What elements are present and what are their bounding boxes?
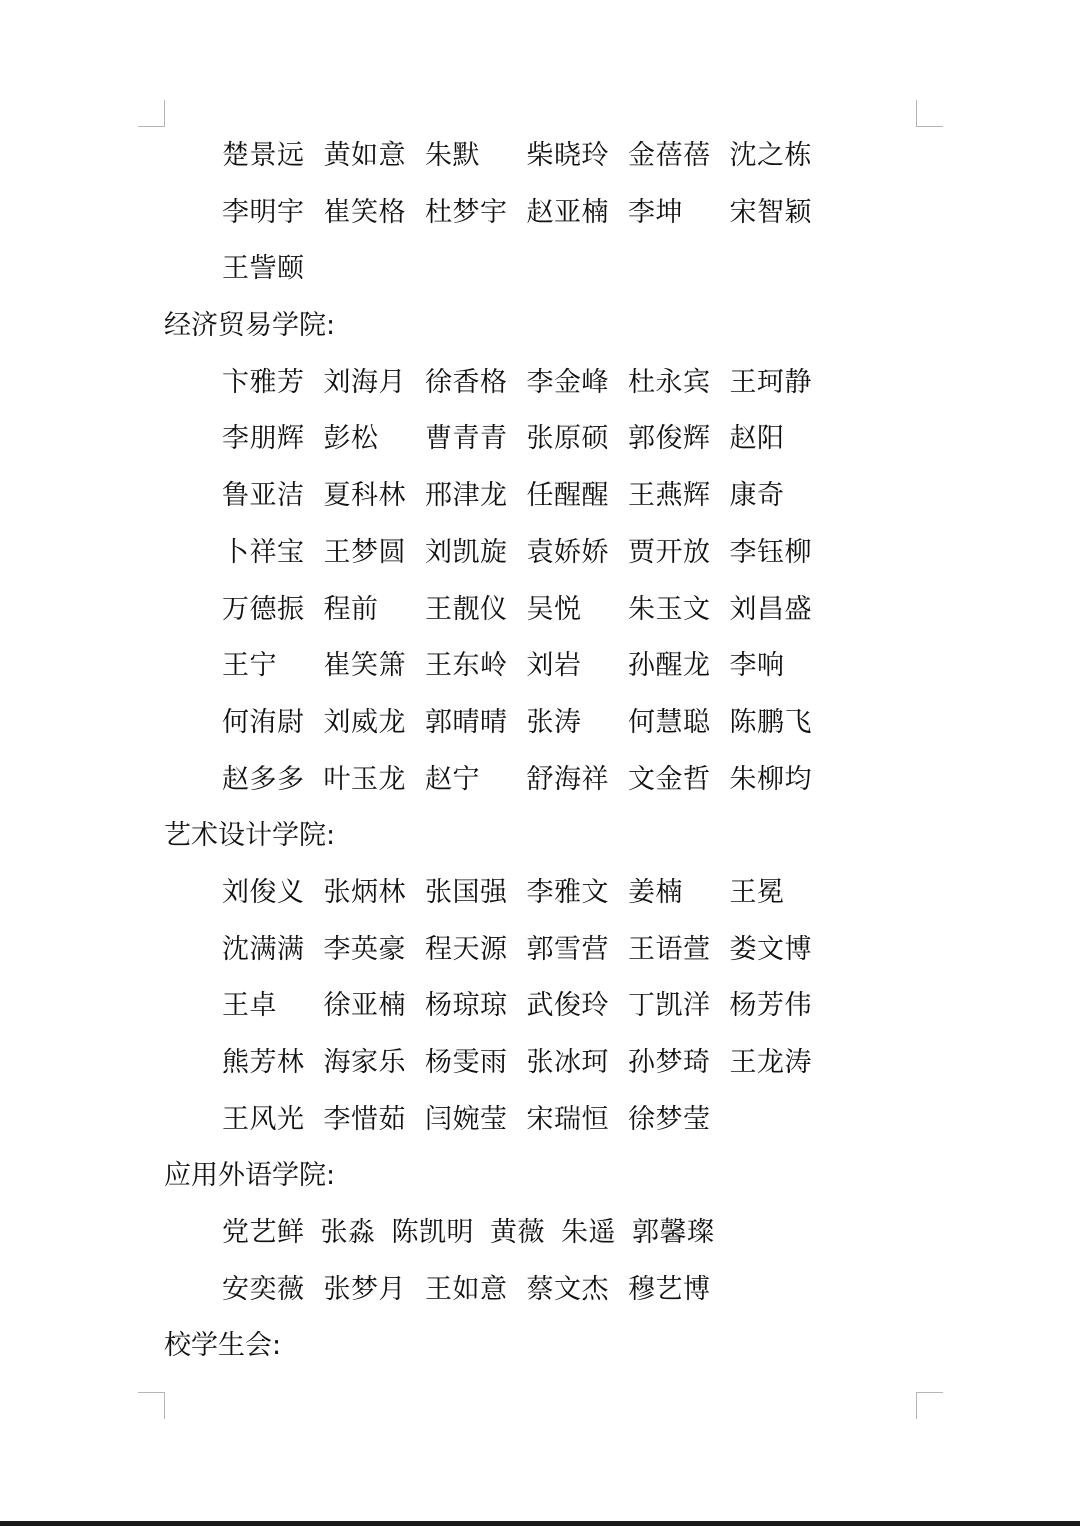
student-name: 袁娇娇 xyxy=(526,536,609,568)
name-row xyxy=(164,978,884,1035)
student-name: 贾开放 xyxy=(628,536,711,568)
name-row xyxy=(164,922,884,979)
section-heading: 校学生会: xyxy=(164,1330,282,1362)
student-name: 李明宇 xyxy=(222,196,305,228)
student-name: 崔笑箫 xyxy=(323,650,406,682)
student-name: 郭馨璨 xyxy=(632,1217,715,1249)
student-name: 陈鹏飞 xyxy=(729,706,812,738)
name-row xyxy=(164,468,884,525)
student-name: 邢津龙 xyxy=(425,480,508,512)
crop-mark-top-left xyxy=(138,100,165,127)
student-name: 文金哲 xyxy=(628,763,711,795)
student-name: 黄薇 xyxy=(490,1217,545,1249)
student-name: 李钰柳 xyxy=(729,536,812,568)
student-name: 朱遥 xyxy=(561,1217,616,1249)
student-name: 郭雪营 xyxy=(526,933,609,965)
section-heading: 应用外语学院: xyxy=(164,1160,336,1192)
student-name: 郭俊辉 xyxy=(628,423,711,455)
student-name: 卜祥宝 xyxy=(222,536,305,568)
student-name: 郭晴晴 xyxy=(425,706,508,738)
name-row xyxy=(164,411,884,468)
student-name: 朱柳均 xyxy=(729,763,812,795)
student-name: 吴悦 xyxy=(526,593,582,625)
student-name: 万德振 xyxy=(222,593,305,625)
student-name: 王语萱 xyxy=(628,933,711,965)
student-name: 王訾颐 xyxy=(222,253,305,285)
name-row xyxy=(164,128,884,185)
student-name: 徐亚楠 xyxy=(323,990,406,1022)
student-name: 蔡文杰 xyxy=(526,1273,609,1305)
student-name: 穆艺博 xyxy=(628,1273,711,1305)
student-name: 张原硕 xyxy=(526,423,609,455)
student-name: 何慧聪 xyxy=(628,706,711,738)
page-bottom-edge xyxy=(0,1521,1080,1526)
student-name: 杨琼琼 xyxy=(425,990,508,1022)
student-name: 海家乐 xyxy=(323,1047,406,1078)
student-name: 张国强 xyxy=(425,876,508,908)
student-name: 党艺鲜 xyxy=(222,1217,305,1249)
student-name: 刘岩 xyxy=(526,650,582,682)
student-name: 彭松 xyxy=(323,423,379,455)
student-name: 王冕 xyxy=(729,876,785,908)
student-name: 武俊玲 xyxy=(526,990,609,1022)
student-name: 康奇 xyxy=(729,480,785,512)
name-row xyxy=(164,355,884,412)
student-name: 王东岭 xyxy=(425,650,508,682)
student-name: 张梦月 xyxy=(323,1273,406,1305)
student-name: 任醒醒 xyxy=(526,480,609,512)
student-name: 刘昌盛 xyxy=(729,593,812,625)
student-name: 王宁 xyxy=(222,650,277,682)
name-row xyxy=(164,185,884,242)
student-name: 闫婉莹 xyxy=(425,1103,508,1135)
student-name: 鲁亚洁 xyxy=(222,480,305,512)
student-name: 朱玉文 xyxy=(628,593,711,625)
student-name: 王如意 xyxy=(425,1273,508,1305)
student-name: 曹青青 xyxy=(425,423,508,455)
crop-mark-bottom-left xyxy=(138,1392,165,1419)
student-name: 赵宁 xyxy=(425,763,480,795)
student-name: 崔笑格 xyxy=(323,196,406,228)
name-row xyxy=(164,241,884,298)
student-name: 王珂静 xyxy=(729,366,812,398)
name-row xyxy=(164,695,884,752)
student-name: 金蓓蓓 xyxy=(628,140,711,171)
student-name: 刘凯旋 xyxy=(425,536,508,568)
student-name: 刘威龙 xyxy=(323,706,406,738)
student-name: 张炳林 xyxy=(323,876,406,908)
student-name: 安奕薇 xyxy=(222,1273,305,1305)
student-name: 徐香格 xyxy=(425,366,508,398)
student-name: 李金峰 xyxy=(526,366,609,398)
student-name: 程天源 xyxy=(425,933,508,965)
student-name: 王燕辉 xyxy=(628,480,711,512)
student-name: 徐梦莹 xyxy=(628,1103,711,1135)
student-name: 杜永宾 xyxy=(628,366,711,398)
student-name: 夏科林 xyxy=(323,480,406,512)
student-name: 姜楠 xyxy=(628,876,683,908)
student-name: 张冰珂 xyxy=(526,1047,609,1078)
student-name: 王龙涛 xyxy=(729,1047,812,1078)
student-name: 刘俊义 xyxy=(222,876,305,908)
student-name: 宋智颖 xyxy=(729,196,812,228)
student-name: 王卓 xyxy=(222,990,277,1022)
crop-mark-bottom-right xyxy=(916,1392,943,1419)
student-name: 张淼 xyxy=(320,1217,376,1249)
student-name: 李雅文 xyxy=(526,876,609,908)
student-name: 孙醒龙 xyxy=(628,650,711,682)
student-name: 舒海祥 xyxy=(526,763,609,795)
student-name: 程前 xyxy=(323,593,379,625)
student-name: 王梦圆 xyxy=(323,536,406,568)
student-name: 张涛 xyxy=(526,706,582,738)
student-name: 孙梦琦 xyxy=(628,1047,711,1078)
student-name: 黄如意 xyxy=(323,140,406,171)
student-name: 丁凯洋 xyxy=(628,990,711,1022)
student-name: 宋瑞恒 xyxy=(526,1103,609,1135)
document-body xyxy=(164,128,884,1375)
student-name: 杨芳伟 xyxy=(729,990,812,1022)
student-name: 沈满满 xyxy=(222,933,305,965)
name-row xyxy=(164,865,884,922)
student-name: 陈凯明 xyxy=(391,1217,474,1249)
student-name: 王风光 xyxy=(222,1103,305,1135)
student-name: 杨雯雨 xyxy=(425,1047,508,1078)
student-name: 李英豪 xyxy=(323,933,406,965)
crop-mark-top-right xyxy=(916,100,943,127)
student-name: 李坤 xyxy=(628,196,683,228)
name-row xyxy=(164,525,884,582)
name-row xyxy=(164,1205,884,1262)
student-name: 李响 xyxy=(729,650,785,682)
name-row xyxy=(164,1262,884,1319)
student-name: 赵多多 xyxy=(222,763,305,795)
student-name: 卞雅芳 xyxy=(222,366,305,398)
student-name: 杜梦宇 xyxy=(425,196,508,228)
name-row xyxy=(164,1092,884,1149)
student-name: 李朋辉 xyxy=(222,423,305,455)
student-name: 娄文博 xyxy=(729,933,812,965)
student-name: 沈之栋 xyxy=(729,140,812,171)
student-name: 柴晓玲 xyxy=(526,140,609,171)
student-name: 赵亚楠 xyxy=(526,196,609,228)
student-name: 朱默 xyxy=(425,140,480,171)
section-heading: 艺术设计学院: xyxy=(164,820,336,852)
student-name: 李惜茹 xyxy=(323,1103,406,1135)
name-row xyxy=(164,752,884,809)
student-name: 刘海月 xyxy=(323,366,406,398)
student-name: 叶玉龙 xyxy=(323,763,406,795)
student-name: 王靓仪 xyxy=(425,593,508,625)
section-heading: 经济贸易学院: xyxy=(164,310,336,342)
name-row xyxy=(164,582,884,639)
student-name: 何洧尉 xyxy=(222,706,305,738)
student-name: 楚景远 xyxy=(222,140,305,171)
student-name: 熊芳林 xyxy=(222,1047,305,1078)
name-row xyxy=(164,1035,884,1092)
student-name: 赵阳 xyxy=(729,423,785,455)
name-row xyxy=(164,638,884,695)
